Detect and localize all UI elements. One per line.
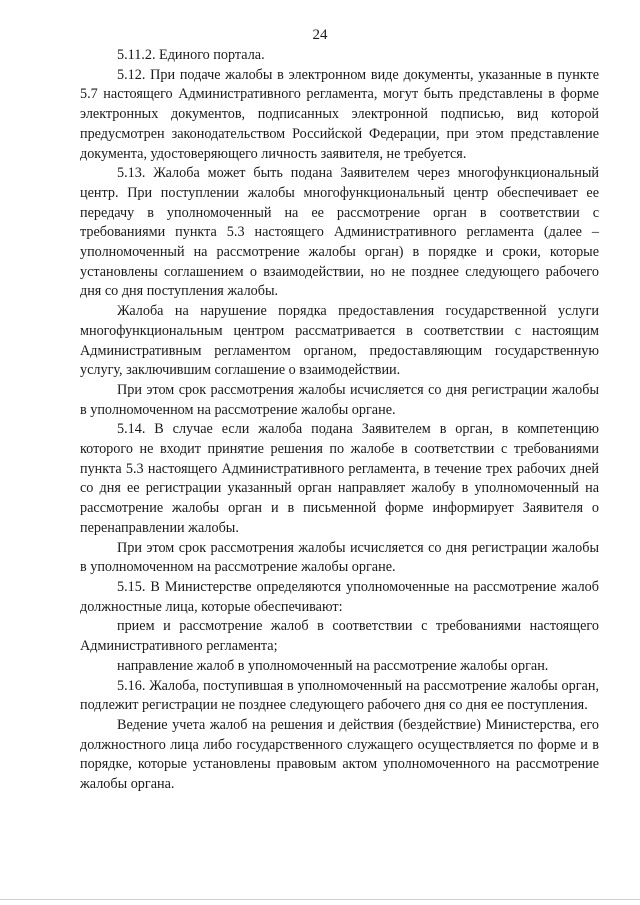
paragraph-5-13: 5.13. Жалоба может быть подана Заявителем через многофункциональный центр. При поступлении жалобы многофункциональный центр обеспечивает ее передачу в уполномоченный на ее рассмотрение орган в соответствии с требованиями пункта 5.3 настоящего Административного регламента (далее – уполномоченный на рассмотрение жалобы орган) в порядке и сроки, которые установлены соглашением о взаимодействии, но не позднее следующего рабочего дня со дня поступления жалобы. [80, 165, 599, 300]
paragraph-5-11-2: 5.11.2. Единого портала. [117, 47, 265, 63]
bottom-edge-line [0, 899, 640, 900]
paragraph-review-period-1: При этом срок рассмотрения жалобы исчисляется со дня регистрации жалобы в уполномоченном на рассмотрение жалобы органе. [80, 381, 599, 418]
paragraph-5-15: 5.15. В Министерстве определяются уполномоченные на рассмотрение жалоб должностные лица, которые обеспечивают: [80, 578, 599, 615]
paragraph-5-14: 5.14. В случае если жалоба подана Заявителем в орган, в компетенцию которого не входит принятие решения по жалобе в соответствии с требованиями пункта 5.3 настоящего Административного регламента, в течение трех рабочих дней со дня ее регистрации указанный орган направляет жалобу в уполномоченный на рассмотрение жалобы орган и в письменной форме информирует Заявителя о перенаправлении жалобы. [80, 421, 599, 536]
paragraph-list-item-2: направление жалоб в уполномоченный на рассмотрение жалобы орган. [117, 657, 549, 674]
paragraph-5-12: 5.12. При подаче жалобы в электронном виде документы, указанные в пункте 5.7 настоящего Административного регламента, могут быть представлены в форме электронных документов, подписанных электронной подписью, вид которой предусмотрен законодательством Российской Федерации, при этом представление документа, удостоверяющего личность заявителя, не требуется. [80, 66, 599, 162]
document-body [80, 46, 599, 795]
page-number: 24 [312, 27, 328, 43]
paragraph-5-16: 5.16. Жалоба, поступившая в уполномоченный на рассмотрение жалобы орган, подлежит регистрации не позднее следующего рабочего дня со дня ее поступления. [80, 677, 599, 714]
paragraph-mfc-complaint: Жалоба на нарушение порядка предоставления государственной услуги многофункциональным центром рассматривается в соответствии с настоящим Административным регламентом органом, предоставляющим государственную услугу, заключившим соглашение о взаимодействии. [80, 303, 599, 379]
paragraph-record-keeping: Ведение учета жалоб на решения и действия (бездействие) Министерства, его должностного лица либо государственного служащего осуществляется по форме и в порядке, которые установлены правовым актом уполномоченного на рассмотрение жалобы органа. [80, 716, 599, 793]
paragraph-review-period-2: При этом срок рассмотрения жалобы исчисляется со дня регистрации жалобы в уполномоченном на рассмотрение жалобы органе. [80, 539, 599, 576]
paragraph-list-item-1: прием и рассмотрение жалоб в соответствии с требованиями настоящего Административного регламента; [80, 618, 599, 655]
